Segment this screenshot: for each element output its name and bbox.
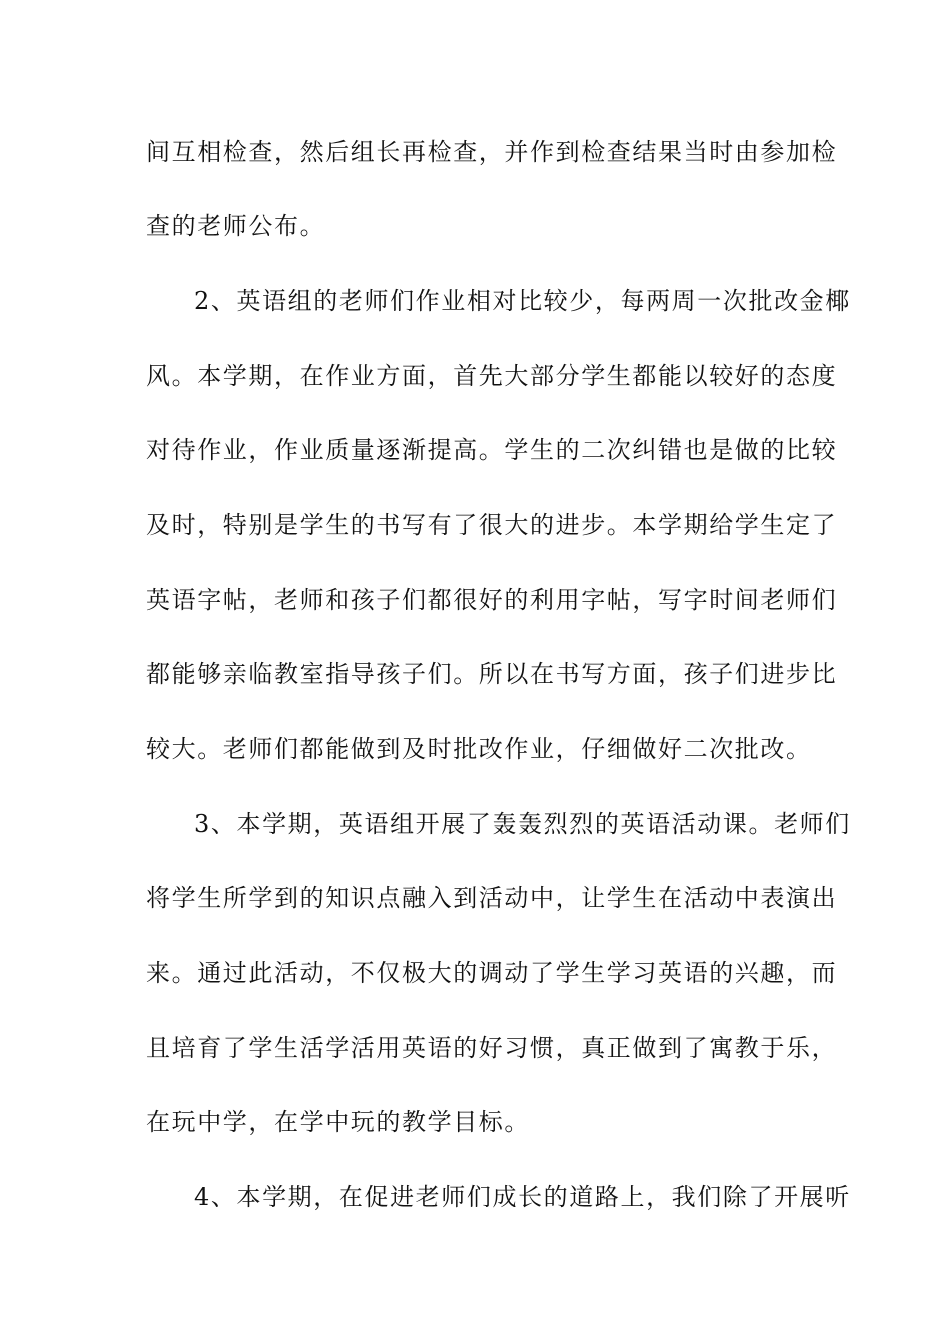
text-line: 将学生所学到的知识点融入到活动中，让学生在活动中表演出: [146, 884, 838, 912]
paragraph-4-start: 4、本学期，在促进老师们成长的道路上，我们除了开展听: [194, 1183, 851, 1211]
text-line: 较大。老师们都能做到及时批改作业，仔细做好二次批改。: [146, 735, 812, 763]
text-line: 且培育了学生活学活用英语的好习惯，真正做到了寓教于乐，: [146, 1034, 838, 1062]
paragraph-2-start: 2、英语组的老师们作业相对比较少，每两周一次批改金椰: [194, 287, 851, 315]
text-line: 间互相检查，然后组长再检查，并作到检查结果当时由参加检: [146, 138, 838, 166]
paragraph-3-start: 3、本学期，英语组开展了轰轰烈烈的英语活动课。老师们: [194, 810, 851, 838]
text-line: 对待作业，作业质量逐渐提高。学生的二次纠错也是做的比较: [146, 436, 838, 464]
text-line: 来。通过此活动，不仅极大的调动了学生学习英语的兴趣，而: [146, 959, 838, 987]
text-line: 英语字帖，老师和孩子们都很好的利用字帖，写字时间老师们: [146, 586, 838, 614]
text-line: 都能够亲临教室指导孩子们。所以在书写方面，孩子们进步比: [146, 660, 838, 688]
text-line: 查的老师公布。: [146, 212, 326, 240]
text-line: 风。本学期，在作业方面，首先大部分学生都能以较好的态度: [146, 362, 838, 390]
text-line: 在玩中学，在学中玩的教学目标。: [146, 1108, 530, 1136]
text-line: 及时，特别是学生的书写有了很大的进步。本学期给学生定了: [146, 511, 838, 539]
